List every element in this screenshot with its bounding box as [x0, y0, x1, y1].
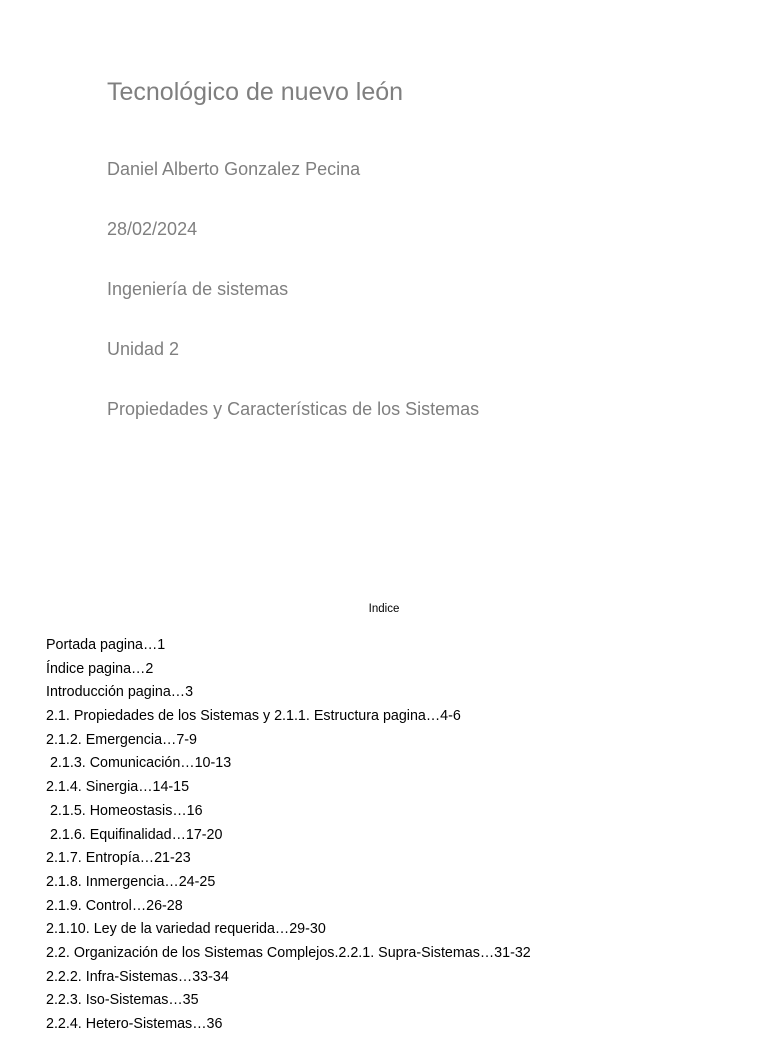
- toc-entry: 2.1.2. Emergencia…7-9: [46, 731, 197, 748]
- toc-entry: Índice pagina…2: [46, 660, 154, 677]
- toc-entry: 2.2.4. Hetero-Sistemas…36: [46, 1016, 223, 1032]
- topic-title: Propiedades y Características de los Sistemas: [107, 399, 480, 419]
- toc-entry: 2.1. Propiedades de los Sistemas y 2.1.1. Estructura pagina…4-6: [46, 708, 461, 725]
- toc-entry: 2.1.6. Equifinalidad…17-20: [46, 826, 223, 843]
- index-heading: Indice: [368, 603, 400, 615]
- toc-entry: 2.1.4. Sinergia…14-15: [46, 779, 190, 796]
- institution-title: Tecnológico de nuevo león: [107, 78, 404, 106]
- toc-entry: 2.1.9. Control…26-28: [46, 897, 183, 914]
- toc-entry: 2.1.5. Homeostasis…16: [46, 802, 203, 819]
- toc-entry: 2.1.7. Entropía…21-23: [46, 850, 191, 867]
- unit-label: Unidad 2: [107, 339, 180, 359]
- toc-entry: 2.2.2. Infra-Sistemas…33-34: [46, 968, 229, 985]
- author-name: Daniel Alberto Gonzalez Pecina: [107, 159, 361, 179]
- toc-entry: 2.1.10. Ley de la variedad requerida…29-30: [46, 921, 326, 938]
- toc-entry: 2.1.8. Inmergencia…24-25: [46, 873, 216, 890]
- document-date: 28/02/2024: [107, 219, 198, 239]
- career-name: Ingeniería de sistemas: [107, 279, 289, 299]
- toc-entry: Introducción pagina…3: [46, 684, 194, 701]
- toc-entry: Portada pagina…1: [46, 637, 166, 653]
- toc-entry: 2.2. Organización de los Sistemas Complejos.2.2.1. Supra-Sistemas…31-32: [46, 944, 531, 961]
- table-of-contents: [46, 634, 531, 1037]
- toc-entry: 2.1.3. Comunicación…10-13: [46, 755, 232, 772]
- toc-entry: 2.2.3. Iso-Sistemas…35: [46, 992, 199, 1009]
